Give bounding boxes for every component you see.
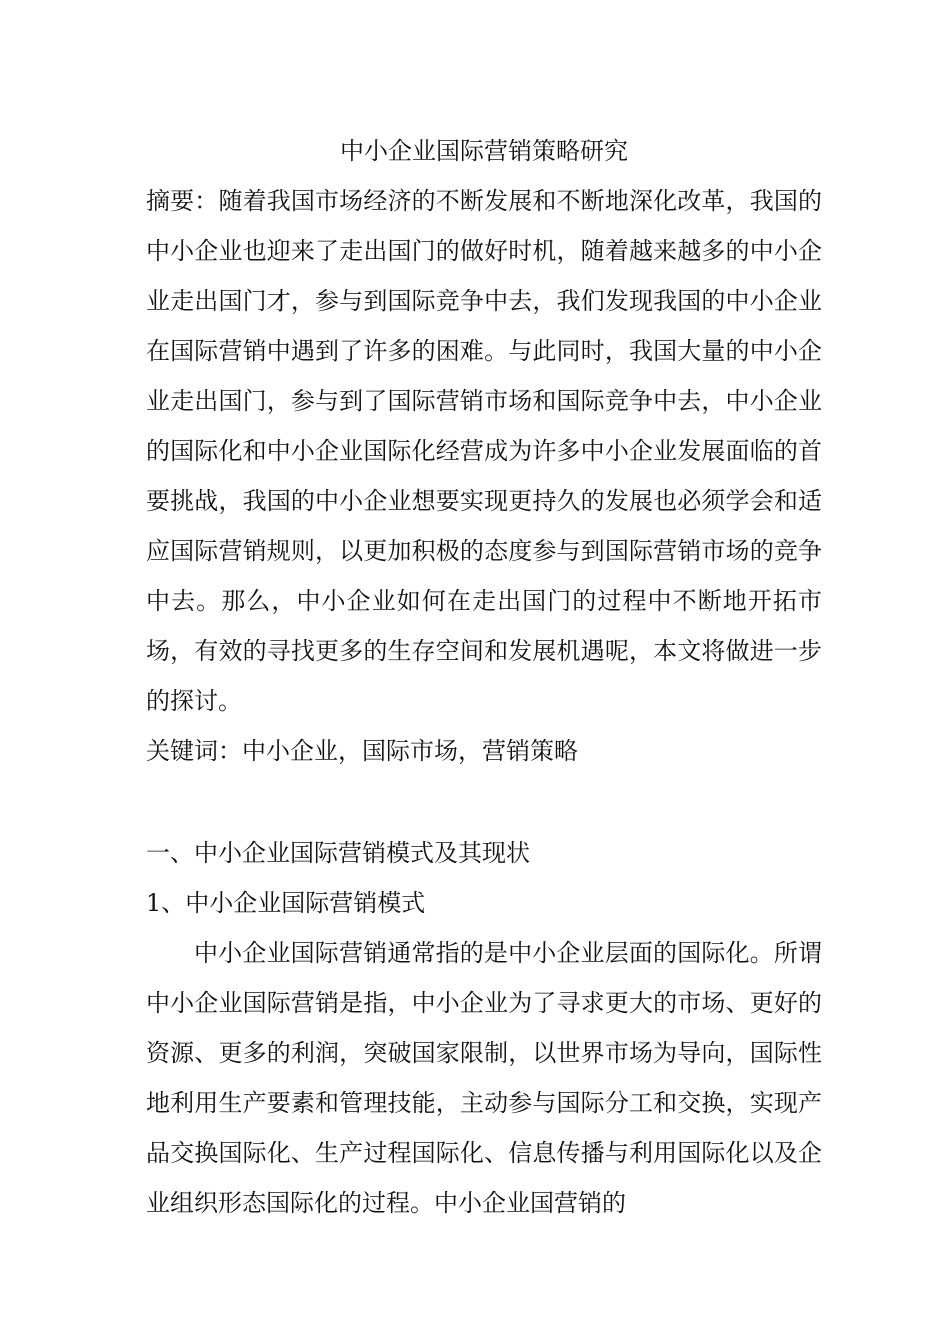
body-paragraph: 中小企业国际营销通常指的是中小企业层面的国际化。所谓中小企业国际营销是指，中小企业为了寻求更大的市场、更好的资源、更多的利润，突破国家限制，以世界市场为导向，国际性地利用生产要素和管理技能，主动参与国际分工和交换，实现产品交换国际化、生产过程国际化、信息传播与利用国际化以及企业组织形态国际化的过程。中小企业国营销的	[146, 939, 822, 1217]
document-page	[146, 128, 822, 1228]
document-title: 中小企业国际营销策略研究	[340, 137, 628, 165]
section-spacer	[146, 776, 822, 828]
subsection-heading-1-1: 1、中小企业国际营销模式	[146, 889, 426, 917]
keywords-line: 关键词：中小企业，国际市场，营销策略	[146, 737, 578, 765]
section-heading-1: 一、中小企业国际营销模式及其现状	[146, 839, 530, 867]
abstract-paragraph: 摘要：随着我国市场经济的不断发展和不断地深化改革，我国的中小企业也迎来了走出国门的做好时机，随着越来越多的中小企业走出国门才，参与到国际竞争中去，我们发现我国的中小企业在国际营销中遇到了许多的困难。与此同时，我国大量的中小企业走出国门，参与到了国际营销市场和国际竞争中去，中小企业的国际化和中小企业国际化经营成为许多中小企业发展面临的首要挑战，我国的中小企业想要实现更持久的发展也必须学会和适应国际营销规则，以更加积极的态度参与到国际营销市场的竞争中去。那么，中小企业如何在走出国门的过程中不断地开拓市场，有效的寻找更多的生存空间和发展机遇呢，本文将做进一步的探讨。	[146, 187, 822, 715]
